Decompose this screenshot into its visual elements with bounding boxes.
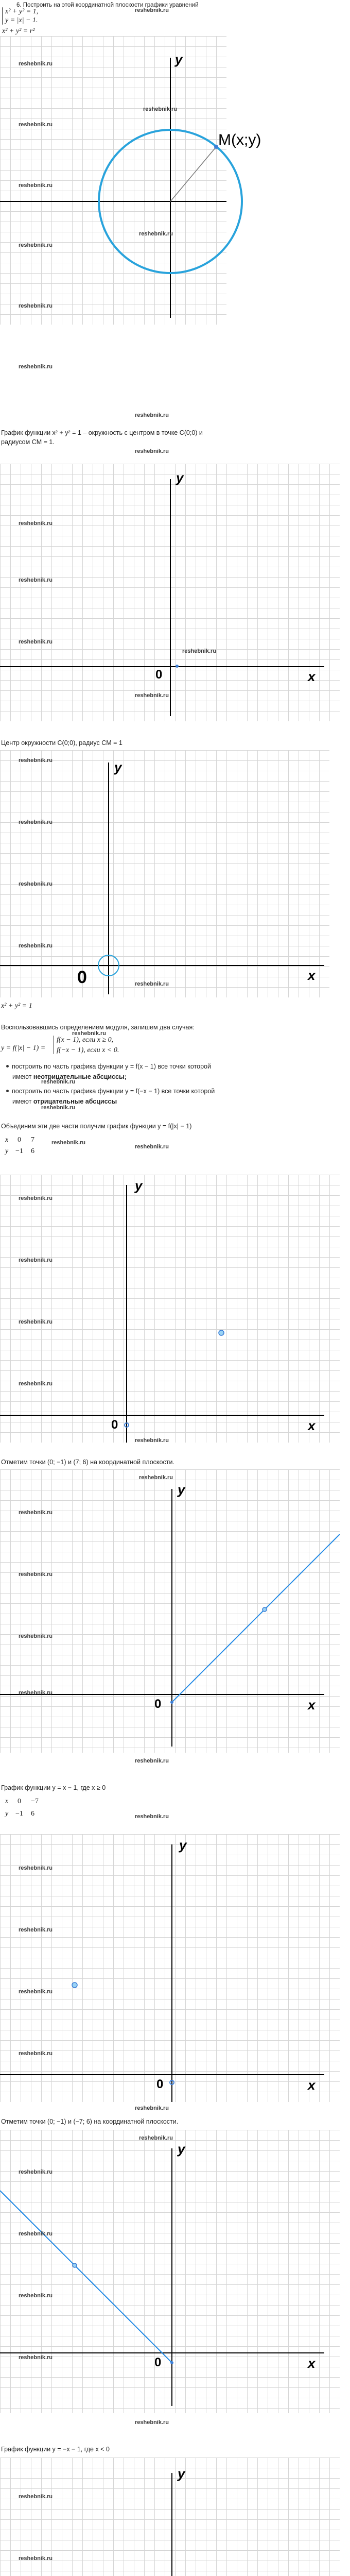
point-0-m1 — [125, 1423, 129, 1427]
watermark: reshebnik.ru — [19, 1989, 53, 1995]
x-axis-label: x — [308, 669, 316, 684]
watermark: reshebnik.ru — [19, 61, 53, 67]
p1-a: График функции x² + y² = 1 – окружность с центром в точке C(0;0) и — [1, 429, 203, 436]
watermark: reshebnik.ru — [19, 1571, 53, 1578]
origin-label: 0 — [154, 2355, 162, 2369]
system-eq1: x² + y² = 1, — [5, 8, 39, 15]
point-7-6 — [219, 1330, 224, 1335]
y-axis-label: y — [135, 1178, 143, 1193]
watermark: reshebnik.ru — [135, 7, 169, 13]
watermark: reshebnik.ru — [19, 2494, 53, 2500]
watermark: reshebnik.ru — [19, 819, 53, 825]
general-circle-svg — [0, 36, 226, 325]
line-x-minus-1 — [172, 1534, 340, 1702]
union-text: Объединим эти две части получим график функции y = f(|x| − 1) — [1, 1123, 192, 1130]
table1-y-2: 6 — [31, 1147, 34, 1155]
watermark: reshebnik.ru — [182, 648, 217, 654]
watermark: reshebnik.ru — [19, 1690, 53, 1696]
watermark: reshebnik.ru — [135, 2419, 169, 2426]
bullet-2-cont: имеют отрицательные абсциссы — [12, 1098, 117, 1105]
intro-line: 6. Построить на этой координатной плоскости графики уравнений — [16, 2, 199, 8]
watermark: reshebnik.ru — [19, 577, 53, 583]
watermark: reshebnik.ru — [19, 364, 53, 370]
watermark: reshebnik.ru — [19, 757, 53, 764]
watermark: reshebnik.ru — [19, 2169, 53, 2175]
system-brace — [2, 7, 3, 25]
watermark: reshebnik.ru — [19, 2050, 53, 2057]
watermark: reshebnik.ru — [143, 106, 178, 112]
bullet-1-cont: имеют неотрицательные абсциссы; — [12, 1073, 127, 1080]
table1-x-head: x — [5, 1136, 9, 1144]
mark2-text: Отметим точки (0; −1) и (−7; 6) на координатной плоскости. — [1, 2118, 179, 2125]
x-axis-label: x — [308, 2077, 316, 2093]
eq-general: x² + y² = r² — [2, 27, 35, 35]
watermark: reshebnik.ru — [139, 1475, 173, 1481]
watermark: reshebnik.ru — [19, 1195, 53, 1201]
watermark: reshebnik.ru — [139, 231, 173, 237]
modulus-intro: Воспользовавшись определением модуля, запишем два случая: — [1, 1024, 195, 1031]
origin-label: 0 — [154, 1697, 162, 1711]
table1-y-1: −1 — [15, 1147, 23, 1155]
point-m — [214, 145, 218, 149]
watermark: reshebnik.ru — [51, 1140, 86, 1146]
watermark: reshebnik.ru — [19, 182, 53, 189]
watermark: reshebnik.ru — [139, 2135, 173, 2141]
graph2-marks — [0, 464, 340, 721]
watermark: reshebnik.ru — [41, 1079, 76, 1085]
watermark: reshebnik.ru — [19, 2293, 53, 2299]
table2-y-2: 6 — [31, 1810, 34, 1818]
watermark: reshebnik.ru — [135, 412, 169, 418]
watermark: reshebnik.ru — [135, 2105, 169, 2111]
watermark: reshebnik.ru — [19, 639, 53, 645]
table2-x-head: x — [5, 1798, 9, 1805]
watermark: reshebnik.ru — [19, 1510, 53, 1516]
watermark: reshebnik.ru — [135, 1437, 169, 1444]
small-circle-svg — [0, 750, 329, 997]
y-axis-label: y — [178, 2466, 185, 2481]
watermark: reshebnik.ru — [19, 1927, 53, 1933]
y-axis-label: y — [179, 1837, 187, 1853]
radius-line — [170, 147, 216, 201]
watermark: reshebnik.ru — [19, 881, 53, 887]
x-axis-label: x — [308, 968, 316, 983]
table2-y-1: −1 — [15, 1810, 23, 1818]
fn1-text: График функции y = x − 1, где x ≥ 0 — [1, 1784, 106, 1791]
watermark: reshebnik.ru — [19, 520, 53, 527]
bullet-1: построить по часть графика функции y = f(x − 1) все точки которой — [6, 1062, 211, 1071]
piecewise-lhs: y = f(|x| − 1) = — [1, 1044, 46, 1052]
fn2-text: График функции y = −x − 1, где x < 0 — [1, 2446, 110, 2453]
eq-circle: x² + y² = 1 — [1, 1002, 32, 1010]
m-label: M(x;y) — [218, 131, 261, 148]
watermark: reshebnik.ru — [19, 1319, 53, 1325]
table2-x-1: 0 — [18, 1798, 21, 1805]
x-axis-label: x — [308, 2355, 316, 2371]
y-axis-label: y — [178, 1482, 185, 1497]
y-axis-label: y — [176, 470, 184, 485]
p1-b: радиусом CM = 1. — [1, 438, 55, 446]
mark1-text: Отметим точки (0; −1) и (7; 6) на координатной плоскости. — [1, 1459, 174, 1466]
origin-label: 0 — [77, 968, 87, 987]
piecewise-case2: f(−x − 1), если x < 0. — [57, 1046, 119, 1054]
watermark: reshebnik.ru — [135, 1144, 169, 1150]
table2-y-head: y — [5, 1810, 9, 1818]
watermark: reshebnik.ru — [135, 1814, 169, 1820]
watermark: reshebnik.ru — [72, 1030, 107, 1037]
y-axis-label: y — [114, 759, 122, 775]
y-axis-label: y — [175, 52, 183, 67]
origin-label: 0 — [155, 668, 163, 682]
bullet-dot — [6, 1090, 9, 1092]
watermark: reshebnik.ru — [19, 242, 53, 248]
watermark: reshebnik.ru — [19, 1865, 53, 1871]
piecewise-case1: f(x − 1), если x ≥ 0, — [57, 1036, 114, 1044]
table2-x-2: −7 — [31, 1798, 39, 1805]
watermark: reshebnik.ru — [19, 303, 53, 309]
points2-svg — [0, 1834, 340, 2102]
y-axis — [171, 2473, 172, 2576]
watermark: reshebnik.ru — [19, 2231, 53, 2237]
table1-x-2: 7 — [31, 1136, 34, 1144]
points1-svg — [0, 1175, 340, 1443]
origin-label: 0 — [111, 1418, 118, 1432]
center-text: Центр окружности C(0;0), радиус CM = 1 — [1, 739, 122, 747]
watermark: reshebnik.ru — [19, 2354, 53, 2361]
system-eq2: y = |x| − 1. — [5, 16, 38, 24]
table1-x-1: 0 — [18, 1136, 21, 1144]
watermark: reshebnik.ru — [135, 1758, 169, 1764]
x-axis-label: x — [308, 1697, 316, 1713]
table1-y-head: y — [5, 1147, 9, 1155]
watermark: reshebnik.ru — [19, 1633, 53, 1639]
watermark: reshebnik.ru — [19, 1381, 53, 1387]
watermark: reshebnik.ru — [19, 122, 53, 128]
watermark: reshebnik.ru — [19, 2555, 53, 2562]
line-minus-x-minus-1 — [0, 2191, 172, 2363]
y-axis-label: y — [178, 2141, 185, 2157]
watermark: reshebnik.ru — [135, 692, 169, 699]
origin-label: 0 — [156, 2077, 164, 2091]
watermark: reshebnik.ru — [19, 943, 53, 949]
bullet-dot — [6, 1065, 9, 1067]
bullet-2: построить по часть графика функции y = f(−x − 1) все точки которой — [6, 1087, 215, 1096]
x-axis-label: x — [308, 1418, 316, 1433]
watermark: reshebnik.ru — [19, 1257, 53, 1263]
watermark: reshebnik.ru — [135, 448, 169, 454]
watermark: reshebnik.ru — [135, 981, 169, 987]
watermark: reshebnik.ru — [41, 1105, 76, 1111]
